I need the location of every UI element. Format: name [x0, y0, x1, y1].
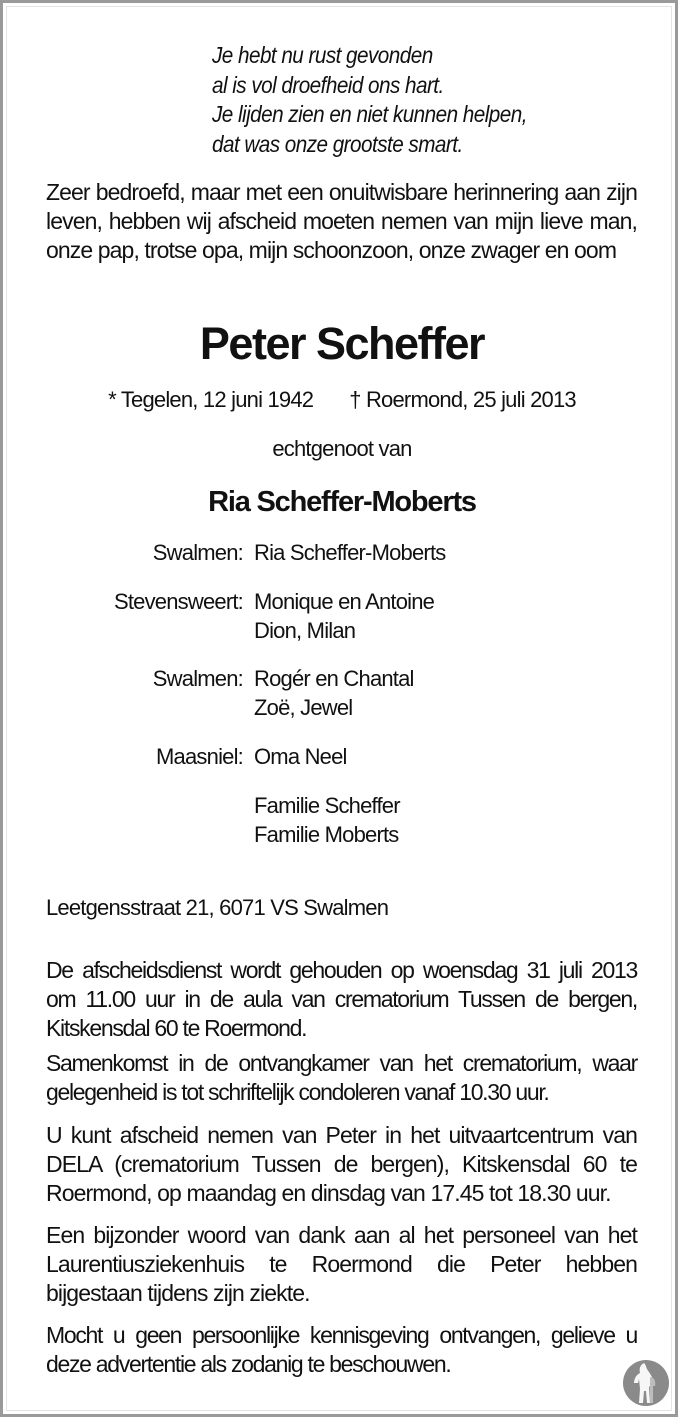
family-name: Zoë, Jewel	[254, 695, 353, 720]
family-names	[254, 587, 434, 645]
relation-label: echtgenoot van	[272, 436, 412, 461]
death-date: † Roermond, 25 juli 2013	[349, 387, 576, 412]
poem-line: Je lijden zien en niet kunnen helpen,	[212, 101, 527, 127]
gathering-paragraph: Samenkomst in de ontvangkamer van het crematorium, waar gelegenheid is tot schriftelijk condoleren vanaf 10.30 uur.	[46, 1050, 637, 1105]
intro-text: Zeer bedroefd, maar met een onuitwisbare herinnering aan zijn leven, hebben wij afscheid moeten nemen van mijn lieve man, onze pap, trotse opa, mijn schoonzoon, onze zwager en oom	[46, 179, 637, 263]
family-names	[254, 664, 414, 722]
family-name: Rogér en Chantal	[254, 666, 414, 691]
home-address: Leetgensstraat 21, 6071 VS Swalmen	[46, 895, 389, 920]
poem-line: Je hebt nu rust gevonden	[212, 42, 433, 68]
deceased-name: Peter Scheffer	[199, 318, 485, 369]
spouse-name: Ria Scheffer-Moberts	[208, 486, 476, 518]
birth-date: * Tegelen, 12 juni 1942	[108, 387, 314, 412]
poem	[212, 41, 527, 159]
family-name: Ria Scheffer-Moberts	[254, 540, 446, 565]
family-names	[254, 538, 445, 567]
mourning-figures-icon	[622, 1359, 670, 1407]
notice-paragraph: Mocht u geen persoonlijke kennisgeving ontvangen, gelieve u deze advertentie als zodanig te beschouwen.	[46, 1322, 637, 1377]
poem-line: dat was onze grootste smart.	[212, 130, 463, 157]
life-dates	[3, 385, 678, 415]
thanks-paragraph: Een bijzonder woord van dank aan al het personeel van het Laurentiusziekenhuis te Roermond die Peter hebben bijgestaan tijdens zijn ziekte.	[46, 1222, 637, 1306]
family-place: Swalmen:	[152, 666, 243, 691]
family-place: Maasniel:	[156, 744, 243, 769]
family-name: Familie Moberts	[254, 822, 399, 847]
family-name: Dion, Milan	[254, 618, 356, 643]
poem-line: al is vol droefheid ons hart.	[212, 71, 444, 98]
viewing-paragraph: U kunt afscheid nemen van Peter in het uitvaartcentrum van DELA (crematorium Tussen de bergen), Kitskensdal 60 te Roermond, op maandag en dinsdag van 17.45 tot 18.30 uur.	[46, 1122, 637, 1206]
service-paragraph: De afscheidsdienst wordt gehouden op woensdag 31 juli 2013 om 11.00 uur in de aula van crematorium Tussen de bergen, Kitskensdal 60 te Roermond.	[46, 957, 637, 1041]
family-place: Stevensweert:	[113, 589, 243, 614]
family-names	[254, 791, 400, 849]
family-name: Monique en Antoine	[254, 589, 435, 614]
family-name: Familie Scheffer	[254, 793, 400, 818]
family-place: Swalmen:	[152, 540, 243, 565]
family-name: Oma Neel	[254, 744, 347, 769]
family-names	[254, 742, 347, 771]
